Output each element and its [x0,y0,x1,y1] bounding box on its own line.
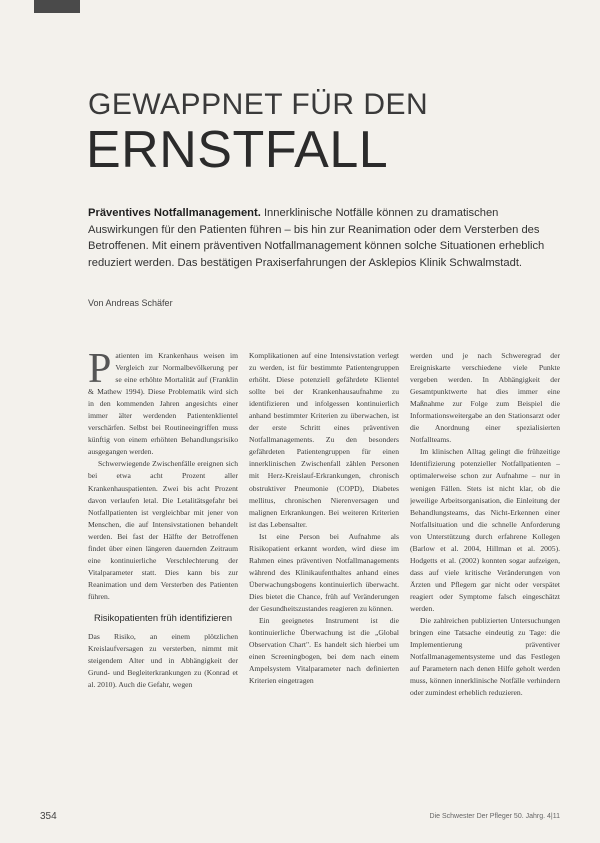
article-title-line2: ERNSTFALL [86,121,389,179]
lead-kicker: Präventives Notfallmanagement. [88,207,261,219]
paragraph: Schwerwiegende Zwischenfälle ereignen sich bei etwa acht Prozent aller Krankenhauspatienten. Zwei bis acht Prozent davon verlaufen letal. Die Letalitätsgefahr bei Notfallpatienten ist vergleichbar mit jener von Menschen, die auf Intensivstationen behandelt werden. Bei fast der Hälfte der Betroffenen findet über einen längeren dauernden Zeitraum eine kontinuierliche Verschlechterung der Vitalparameter statt. Dies kann bis zur Reanimation und dem Versterben des Patienten führen. [88,459,238,601]
paragraph: Komplikationen auf eine Intensivstation verlegt zu werden, ist für bestimmte Patientengruppen erhöht. Diese potenziell gefährdete Klientel sollte bei der Krankenhausaufnahme zu identifizieren und infolgessen kontinuierlich anhand bestimmter Kriterien zu überwachen, ist der erste Schritt eines präventiven Notfallmanagements. Zu den besonders gefährdeten Patientengruppen für einen innerklinischen Zwischenfall zählen Personen mit Herz-Kreislauf-Erkrankungen, chronisch obstruktiver Pneumonie (COPD), Diabetes mellitus, chronischen Nierenversagen und malignen Erkrankungen. Bei weiteren Kriterien ist das Lebensalter. [249,351,399,529]
column-2 [249,350,399,790]
article-title-line1: GEWAPPNET FÜR DEN [88,88,429,121]
article-lead [88,205,558,271]
byline: Von Andreas Schäfer [88,298,173,308]
paragraph: Das Risiko, an einem plötzlichen Kreislaufversagen zu versterben, nimmt mit steigendem Alter und in Abhängigkeit der Grund- und Begleiterkrankungen zu (Konrad et al. 2010). Auch die Gefahr, wegen [88,631,238,690]
lead-text: Innerklinische Notfälle können zu dramatischen Auswirkungen für den Patienten führen – bis hin zur Reanimation oder dem Versterben des Betroffenen. Mit einem präventiven Notfallmanagement können solche Situationen erheblich reduziert werden. Das bestätigen Praxiserfahrungen der Asklepios Klinik Schwalmstadt. [88,207,545,269]
page-number: 354 [40,811,57,822]
paragraph: Die zahlreichen publizierten Untersuchungen bringen eine Tatsache eindeutig zu Tage: die Implementierung präventiver Notfallmanagementsysteme und das Festlegen auf Parametern nach denen Hilfe geholt werden muss, können innerklinische Notfälle verhindern oder zumindest erheblich reduzieren. [410,616,560,698]
paragraph: Im klinischen Alltag gelingt die frühzeitige Identifizierung potenzieller Notfallpatienten – optimalerweise schon zur Aufnahme – nur in wenigen Fällen. Stets ist nicht klar, ob die jeweilige Arbeitsorganisation, die Einleitung der Behandlungsteams, das Nicht-Erkennen einer Notfallsituation und die schnelle Anforderung von Unterstützung durch erfahrene Kollegen (Barlow et al. 2004, Hillman et al. 2005). Hodgetts et al. (2002) konnten sogar aufzeigen, dass auf viele kritische Veränderungen von Ärzten und Pflegern gar nicht oder verspätet reagiert oder Symptome falsch eingeschätzt werden. [410,447,560,613]
paragraph: werden und je nach Schweregrad der Ereigniskarte verschiedene viele Punkte vergeben werden. In Abhängigkeit der Gesamtpunktwerte hat dies immer eine Maßnahme zur Folge zum Beispiel die Informationsweitergabe an den Stationsarzt oder die Anordnung einer spezialisierten Notfallteams. [410,351,560,445]
paragraph: Patienten im Krankenhaus weisen im Vergleich zur Normalbevölkerung per se eine erhöhte Mortalität auf (Franklin & Mathew 1994). Diese Problematik wird sich in den kommenden Jahren angesichts einer immer älter werdenden Patientenklientel verschärfen. Selbst bei Routineeingriffen muss künftig von einem erhöhten Behandlungsrisiko ausgegangen werden. [88,350,238,457]
magazine-footer: Die Schwester Der Pfleger 50. Jahrg. 4|11 [429,813,560,820]
paragraph: Ist eine Person bei Aufnahme als Risikopatient erkannt worden, wird diese im Rahmen eines präventiven Notfallmanagements während des Klinikaufenthaltes anhand eines Überwachungsbogens kontinuierlich überwacht. Dies bietet die Chance, früh auf Veränderungen der Gesundheitszustandes reagieren zu können. [249,531,399,613]
column-3 [410,350,560,790]
column-1 [88,350,238,790]
paragraph: Ein geeignetes Instrument ist die kontinuierliche Überwachung ist die „Global Observation Chart". Es handelt sich hierbei um einen Screeningbogen, bei dem nach einem Ampelsystem Vitalparameter nach definierten Kriterien eingetragen [249,616,399,686]
dropcap: P [88,350,112,392]
article-body [88,350,560,790]
section-subheading: Risikopatienten früh identifizieren [93,611,233,623]
section-tab-marker [34,0,80,13]
